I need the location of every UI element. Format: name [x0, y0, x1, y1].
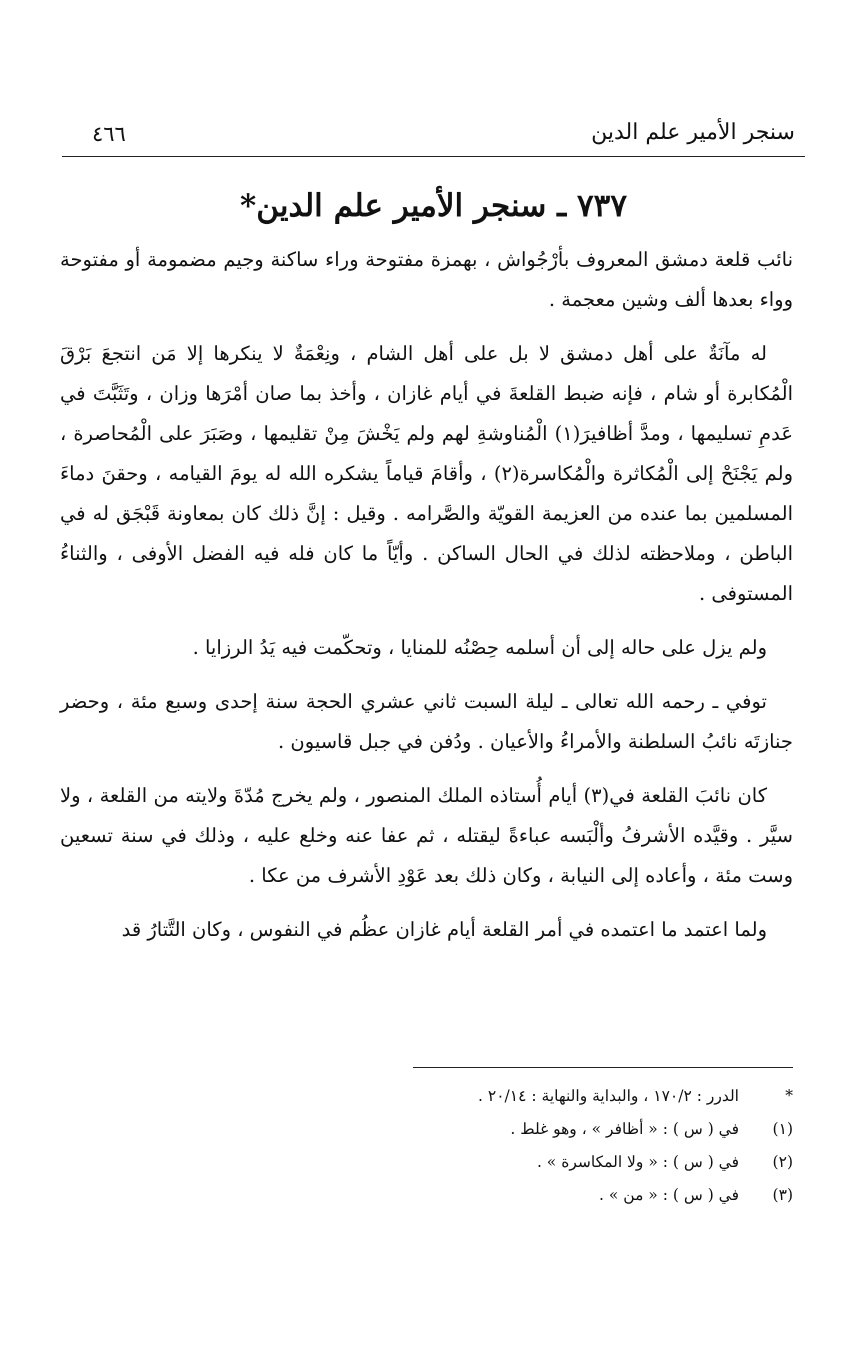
- paragraph: توفي ـ رحمه الله تعالى ـ ليلة السبت ثاني عشري الحجة سنة إحدى وسبع مئة ، وحضر جنازتَه نائبُ السلطنة والأمراءُ والأعيان . ودُفن في جبل قاسيون .: [60, 690, 793, 753]
- footnote-text: في ( س ) : « أظافر » ، وهو غلط .: [510, 1120, 739, 1138]
- paragraph: ولم يزل على حاله إلى أن أسلمه حِصْنُه للمنايا ، وتحكّمت فيه يَدُ الرزايا .: [192, 636, 767, 659]
- page-number: ٤٦٦: [92, 122, 126, 146]
- footnotes: [260, 1080, 793, 1212]
- running-title: سنجر الأمير علم الدين: [591, 120, 795, 145]
- entry-body: [60, 240, 793, 964]
- footnote-mark: *: [785, 1087, 793, 1105]
- paragraph: ولما اعتمد ما اعتمده في أمر القلعة أيام غازان عظُم في النفوس ، وكان التَّتارُ قد: [121, 918, 767, 941]
- footnote-divider: [413, 1067, 793, 1068]
- footnote: [260, 1080, 793, 1113]
- footnote-mark: (٣): [772, 1186, 793, 1204]
- footnote-mark: (٢): [772, 1153, 793, 1171]
- footnote: [260, 1146, 793, 1179]
- running-header: [62, 118, 805, 157]
- footnote-mark: (١): [772, 1120, 793, 1138]
- footnote-text: في ( س ) : « ولا المكاسرة » .: [536, 1153, 739, 1171]
- paragraph: نائب قلعة دمشق المعروف بأرْجُواش ، بهمزة مفتوحة وراء ساكنة وجيم مضمومة أو مفتوحة وواء بعدها ألف وشين معجمة .: [60, 248, 793, 311]
- footnote-text: الدرر : ١٧٠/٢ ، والبداية والنهاية : ٢٠/١٤ .: [478, 1087, 739, 1105]
- footnote-text: في ( س ) : « من » .: [599, 1186, 739, 1204]
- paragraph: له مآنَةٌ على أهل دمشق لا بل على أهل الشام ، ونِعْمَةٌ لا ينكرها إلا مَن انتجعَ بَرْقَ الْمُكابرة أو شام ، فإنه ضبط القلعةَ في أيام غازان ، وأخذ بما صان أمْرَها وزان ، وتَثَبَّتَ في عَدمِ تسليمها ، ومدَّ أظافيرَ(١) الْمُناوشةِ لهم ولم يَخْشَ مِنْ تقليمها ، وصَبَرَ على الْمُحاصرة ، ولم يَجْنَحْ إلى الْمُكاثرة والْمُكاسرة(٢) ، وأقامَ قياماً يشكره الله له يومَ القيامه ، وحقنَ دماءَ المسلمين بما عنده من العزيمة القويّة والصَّرامه . وقيل : إنَّ ذلك كان بمعاونة قَبْجَق له في الباطن ، وملاحظته لذلك في الحال الساكن . وأيّاً ما كان فله فيه الفضل الأوفى ، والثناءُ المستوفى .: [60, 342, 794, 605]
- entry-title: ٧٣٧ ـ سنجر الأمير علم الدين*: [240, 188, 627, 224]
- footnote: [260, 1113, 793, 1146]
- paragraph: كان نائبَ القلعة في(٣) أيام أُستاذه الملك المنصور ، ولم يخرج مُدّةَ ولايته من القلعة ، ولا سيَّر . وقيَّده الأشرفُ وألْبَسه عباءةً ليقتله ، ثم عفا عنه وخلع عليه ، وذلك في سنة تسعين وست مئة ، وأعاده إلى النيابة ، وكان ذلك بعد عَوْدِ الأشرف من عكا .: [60, 784, 793, 887]
- footnote: [260, 1179, 793, 1212]
